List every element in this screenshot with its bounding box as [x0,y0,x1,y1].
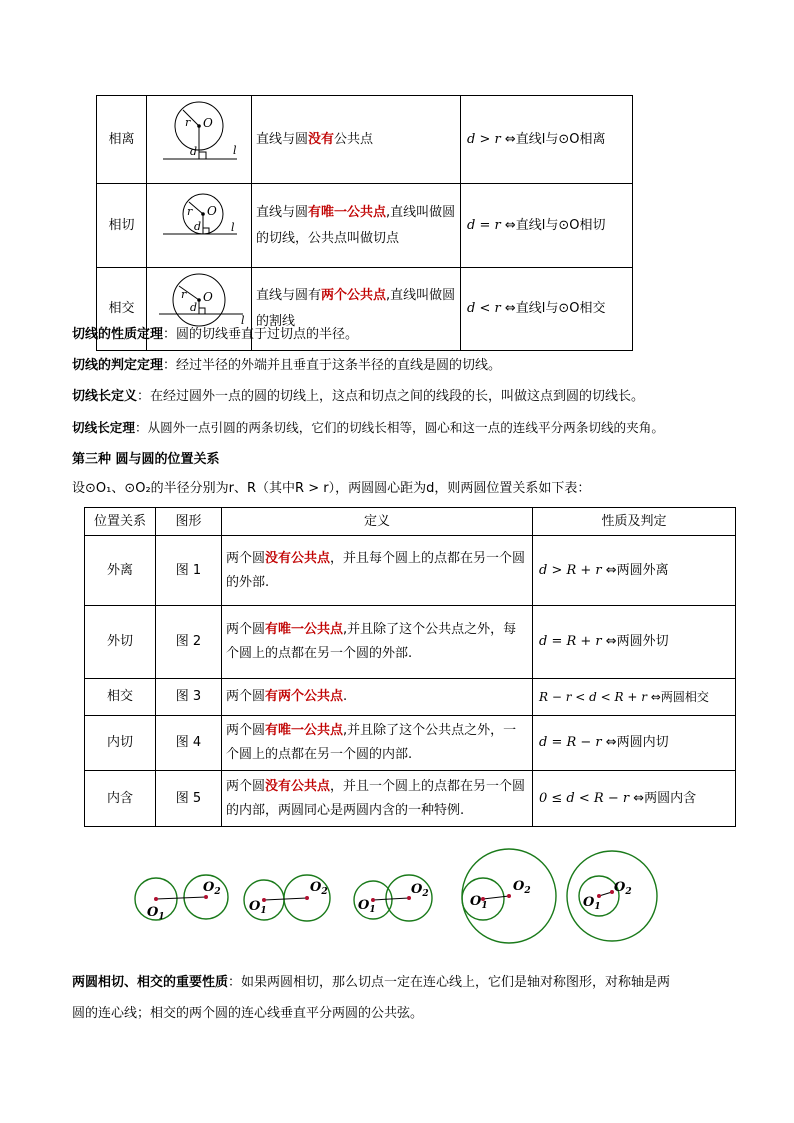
theorem-title: 切线长定义 [72,389,138,404]
property-cell [533,606,736,679]
property-formula: d = R + r [539,634,602,649]
property-cell [533,716,736,771]
label-l: l [233,144,237,157]
svg-text:O1: $O_1$ [583,895,601,912]
property-cell [461,268,633,351]
figure-ref: 图 2 [156,606,222,679]
figure-ref: 图 5 [156,771,222,827]
definition-text: ,直线叫做圆的切线，公共点叫做切点 [256,204,456,246]
property-formula: 0 ≤ d < R − r [539,790,630,806]
table-row [85,536,736,606]
figure-4 [462,849,556,943]
property-text: ⇔两圆相交 [650,690,709,704]
svg-text:O2: $O_2$ [513,879,531,896]
column-header: 图形 [156,508,222,536]
column-header: 定义 [222,508,533,536]
conclusion-line [72,972,670,994]
svg-text:O1: $O_1$ [249,899,267,916]
label-o: O [203,290,213,304]
relation-name: 相交 [97,268,147,351]
label-l: l [241,314,245,327]
definition-cell [252,184,461,268]
property-text: ⇔直线l与⊙O相离 [504,131,606,147]
definition-text: 两个圆 [226,689,266,704]
label-d: d [190,145,198,158]
table-row [85,716,736,771]
property-formula: d = R − r [539,735,602,750]
table-row [85,606,736,679]
property-cell [461,184,633,268]
label-r: r [185,116,191,129]
table-header-row [85,508,736,536]
figure-tangent [147,184,252,268]
definition-cell [222,771,533,827]
property-cell [533,679,736,716]
circle-circle-table [84,507,736,827]
label-r: r [181,288,187,301]
label-l: l [231,221,235,234]
definition-highlight: 有唯一公共点 [308,204,387,220]
svg-text:O2: $O_2$ [203,880,221,897]
svg-text:O1: $O_1$ [147,905,165,922]
conclusion-text: ：如果两圆相切，那么切点一定在连心线上，它们是轴对称图形，对称轴是两 [228,975,671,990]
property-formula: d = r [467,217,501,233]
property-formula: d > R + r [539,562,602,578]
relation-name: 相离 [97,96,147,184]
relation-name: 内含 [85,771,156,827]
svg-text:O1: $O_1$ [470,894,488,911]
property-text: ⇔两圆外切 [605,634,669,649]
figure-ref: 图 1 [156,536,222,606]
definition-cell [252,96,461,184]
definition-text: 两个圆 [226,550,266,566]
figure-5 [567,851,657,941]
figure-separate [147,96,252,184]
property-text: ⇔两圆外离 [605,562,669,578]
label-o: O [207,204,217,218]
label-d: d [194,220,202,233]
theorem-line [72,417,664,439]
line-circle-table [96,95,633,351]
definition-text: 直线与圆 [256,204,309,220]
definition-highlight: 有唯一公共点 [265,723,344,738]
conclusion-line: 圆的连心线；相交的两个圆的连心线垂直平分两圆的公共弦。 [72,1006,424,1021]
definition-highlight: 有两个公共点 [265,689,344,704]
figure-2 [244,875,330,921]
theorem-title: 切线的性质定理 [72,327,164,342]
theorem-text: ：圆的切线垂直于过切点的半径。 [163,327,359,342]
theorem-line [72,386,644,408]
svg-text:O1: $O_1$ [358,898,376,915]
relation-name: 相交 [85,679,156,716]
definition-cell [222,606,533,679]
theorem-title: 切线长定理 [72,420,135,435]
definition-text: 直线与圆有 [256,288,322,303]
property-cell [533,536,736,606]
definition-cell [222,679,533,716]
definition-text: ,并且除了这个公共点之外，一个圆上的点都在另一个圆的内部. [226,723,517,762]
svg-text:O2: $O_2$ [310,880,328,897]
theorem-text: ：在经过圆外一点的圆的切线上，这点和切点之间的线段的长，叫做这点到圆的切线长。 [137,389,645,404]
intro-text: 设⊙O₁、⊙O₂的半径分别为r、R（其中R > r），两圆圆心距为d，则两圆位置关系如下表： [72,481,591,496]
figure-ref: 图 3 [156,679,222,716]
label-o: O [203,116,213,130]
column-header: 性质及判定 [533,508,736,536]
conclusion-title: 两圆相切、相交的重要性质 [72,975,229,990]
theorem-text: ：经过半径的外端并且垂直于这条半径的直线是圆的切线。 [163,358,502,373]
property-cell [533,771,736,827]
figure-3 [354,875,432,921]
theorem-line [72,324,358,346]
table-row [97,184,633,268]
property-formula: d > r [467,131,501,147]
table-row [85,771,736,827]
definition-text: 两个圆 [226,723,266,738]
figure-1 [135,875,228,922]
column-header: 位置关系 [85,508,156,536]
property-text: ⇔两圆内切 [605,735,669,750]
section-title: 第三种 圆与圆的位置关系 [72,452,220,467]
definition-text: ,并且除了这个公共点之外，每个圆上的点都在另一个圆的外部. [226,622,517,661]
definition-highlight: 没有公共点 [265,550,331,566]
relation-name: 相切 [97,184,147,268]
definition-text: ,直线叫做圆的割线 [256,288,456,329]
svg-text:O2: $O_2$ [614,880,632,897]
label-d: d [190,301,198,314]
table-row [85,679,736,716]
theorem-title: 切线的判定定理 [72,358,164,373]
property-formula: R − r < d < R + r [539,690,647,704]
label-r: r [187,205,193,218]
svg-text:O2: $O_2$ [411,882,429,899]
definition-text: 直线与圆 [256,131,309,147]
property-text: ⇔两圆内含 [633,790,697,806]
property-cell [461,96,633,184]
theorem-line [72,355,501,377]
property-text: ⇔直线l与⊙O相切 [504,217,606,233]
relation-name: 内切 [85,716,156,771]
definition-highlight: 没有公共点 [265,778,331,794]
definition-text: ，并且一个圆上的点都在另一个圆的内部，两圆同心是两圆内含的一种特例. [226,778,526,818]
definition-text: ，并且每个圆上的点都在另一个圆的外部. [226,550,526,590]
circle-figures [0,840,794,950]
definition-text: 公共点 [334,131,374,147]
figure-ref: 图 4 [156,716,222,771]
property-text: ⇔直线l与⊙O相交 [504,301,606,316]
definition-text: . [343,689,348,704]
definition-cell [222,716,533,771]
theorem-text: ：从圆外一点引圆的两条切线，它们的切线长相等，圆心和这一点的连线平分两条切线的夹角。 [134,420,664,435]
definition-highlight: 两个公共点 [321,288,387,303]
property-formula: d < r [467,301,501,316]
relation-name: 外切 [85,606,156,679]
table-row [97,96,633,184]
relation-name: 外离 [85,536,156,606]
definition-text: 两个圆 [226,778,266,794]
definition-highlight: 没有 [308,131,335,147]
definition-highlight: 有唯一公共点 [265,622,344,637]
definition-text: 两个圆 [226,622,266,637]
definition-cell [222,536,533,606]
